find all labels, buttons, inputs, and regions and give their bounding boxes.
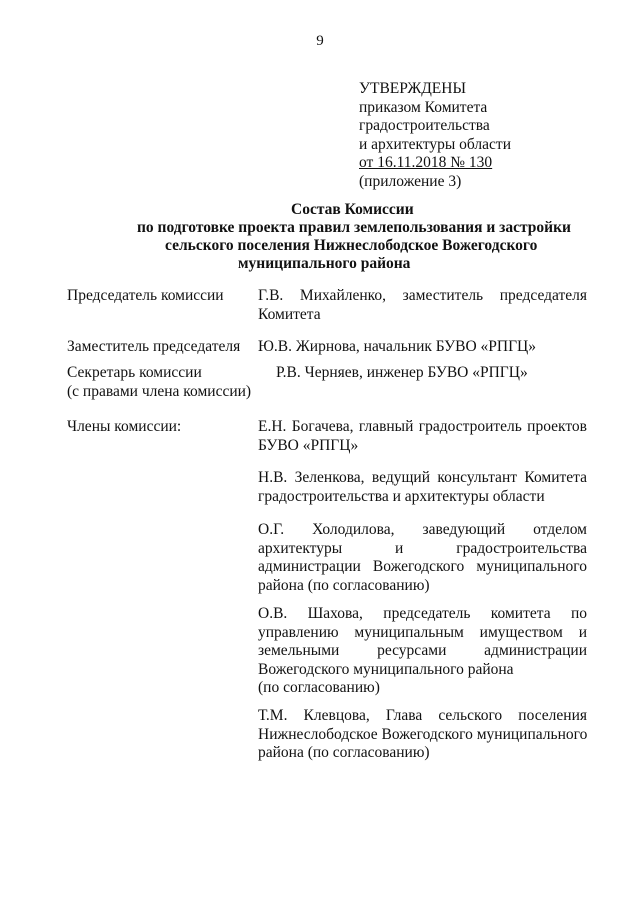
page-number: 9 — [316, 33, 324, 49]
approval-stamp — [359, 80, 511, 191]
person-line: земельными ресурсами администрации — [258, 642, 587, 659]
person-line: управлению муниципальным имуществом и — [258, 623, 587, 641]
person-line: Комитета — [258, 305, 321, 323]
role-members: Члены комиссии: — [67, 418, 182, 435]
heading-title: Состав Комиссии — [291, 201, 414, 218]
person-line: О.Г. Холодилова, заведующий отделом — [258, 521, 587, 538]
person-line: Ю.В. Жирнова, начальник БУВО «РПГЦ» — [258, 338, 536, 355]
heading-line: по подготовке проекта правил землепользования и застройки — [137, 219, 571, 236]
person-member-1 — [258, 418, 587, 455]
person-line: (по согласованию) — [258, 679, 380, 696]
person-line: района (по согласованию) — [258, 576, 430, 594]
person-line: Т.М. Клевцова, Глава сельского поселения — [258, 707, 587, 724]
person-line: Р.В. Черняев, инженер БУВО «РПГЦ» — [276, 364, 528, 381]
person-line: архитектуры и градостроительства — [258, 539, 587, 557]
person-line: БУВО «РПГЦ» — [258, 436, 359, 454]
person-line: О.В. Шахова, председатель комитета по — [258, 605, 587, 622]
person-line: градостроительства и архитектуры области — [258, 487, 545, 505]
person-member-2 — [258, 469, 587, 506]
person-line: Н.В. Зеленкова, ведущий консультант Комитета — [258, 469, 587, 486]
person-member-4 — [258, 605, 587, 698]
role-secretary — [67, 364, 251, 401]
approval-order-number: от 16.11.2018 № 130 — [359, 154, 493, 171]
person-chairman — [258, 287, 587, 324]
person-member-5 — [258, 707, 587, 763]
person-line: Вожегодского муниципального района — [258, 660, 514, 678]
person-line: Нижнеслободское Вожегодского муниципального — [258, 725, 588, 743]
role-secretary-line: Секретарь комиссии — [67, 364, 202, 381]
role-secretary-line: (с правами члена комиссии) — [67, 382, 252, 400]
approval-line: приказом Комитета — [359, 98, 488, 116]
approval-title: УТВЕРЖДЕНЫ — [359, 80, 466, 97]
approval-line: и архитектуры области — [359, 135, 511, 153]
person-line: Е.Н. Богачева, главный градостроитель проектов — [258, 418, 587, 435]
role-chairman: Председатель комиссии — [67, 287, 224, 304]
role-deputy: Заместитель председателя — [67, 338, 241, 355]
approval-appendix: (приложение 3) — [359, 172, 462, 190]
person-line: Г.В. Михайленко, заместитель председателя — [258, 287, 587, 304]
person-line: района (по согласованию) — [258, 744, 430, 761]
person-line: администрации Вожегодского муниципального — [258, 558, 587, 575]
person-secretary — [276, 364, 605, 383]
heading-line: муниципального района — [238, 255, 411, 272]
approval-line: градостроительства — [359, 117, 490, 134]
person-deputy — [258, 338, 587, 357]
person-member-3 — [258, 521, 587, 595]
heading-line: сельского поселения Нижнеслободское Вожегодского — [165, 237, 538, 254]
